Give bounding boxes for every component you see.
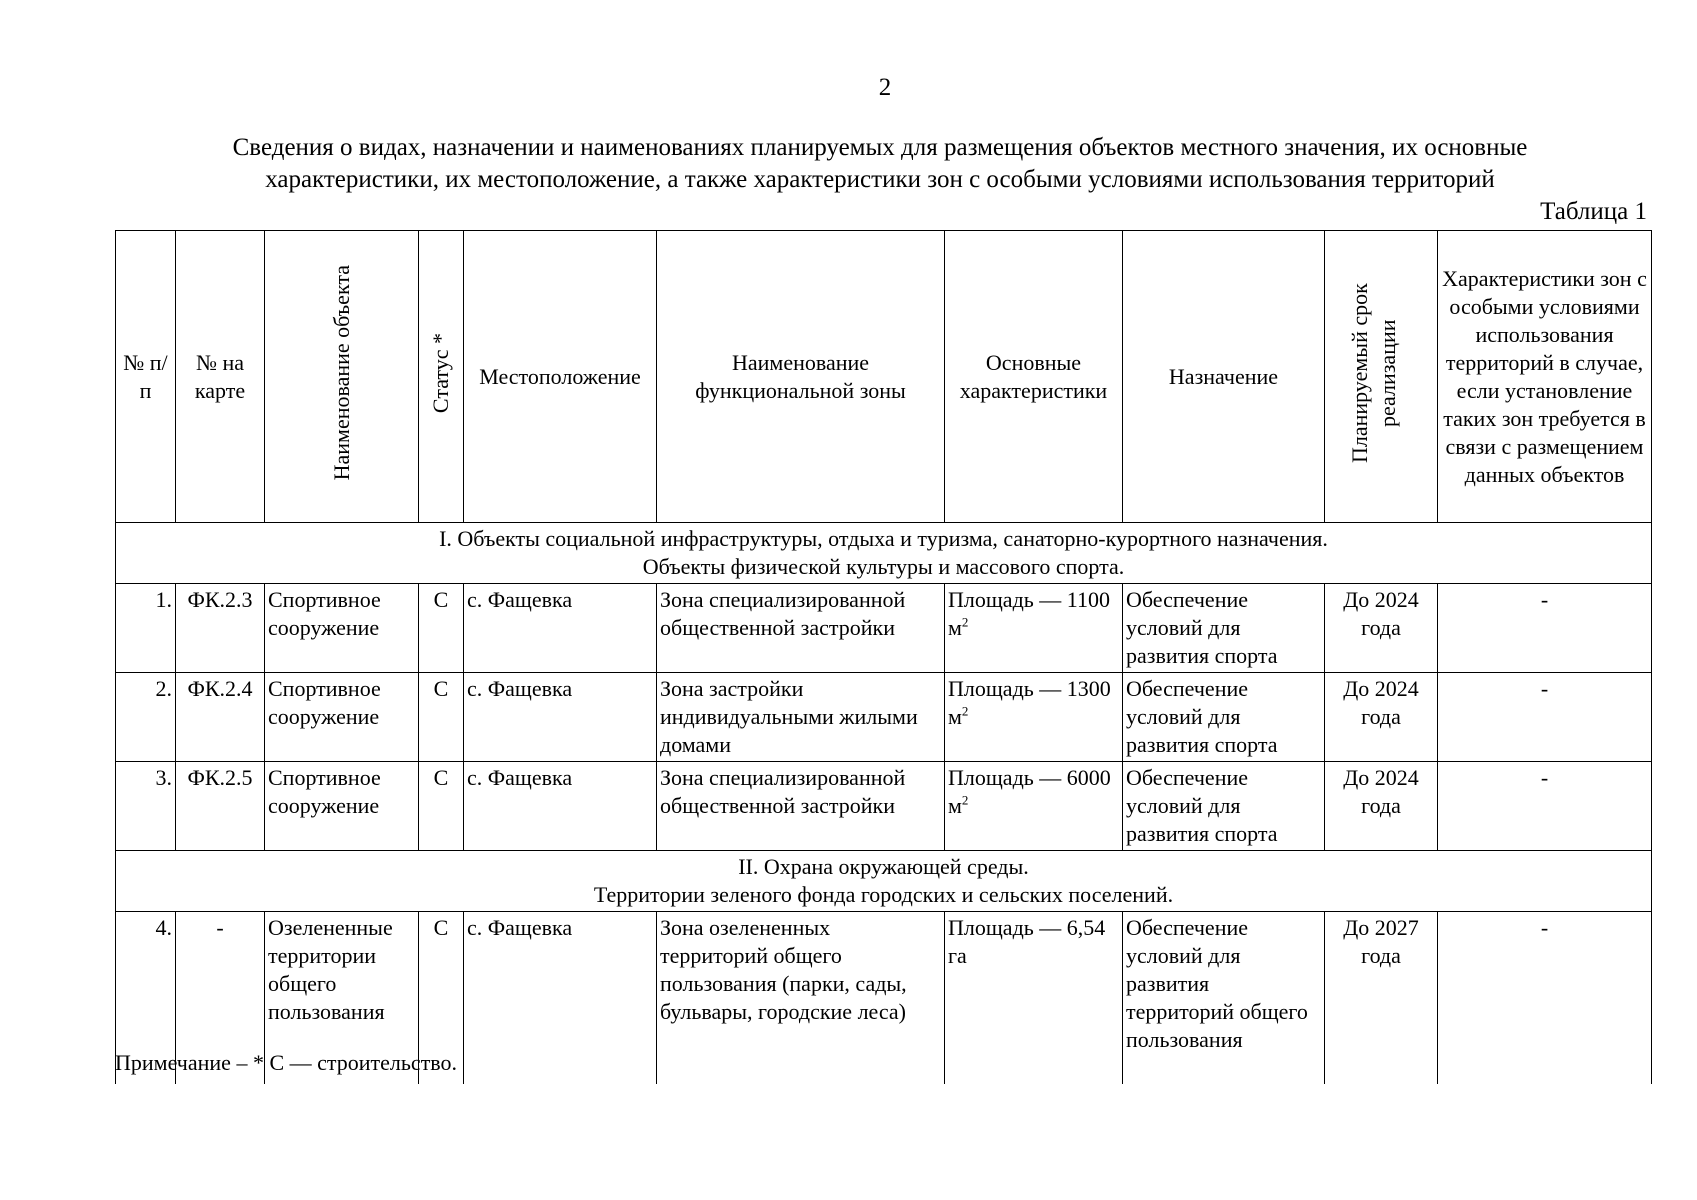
- cell-term: До 2024 года: [1325, 762, 1438, 851]
- cell-num: 1.: [116, 584, 176, 673]
- cell-zones: -: [1438, 673, 1652, 762]
- cell-map: ФК.2.4: [176, 673, 265, 762]
- cell-name: Спортивное сооружение: [265, 762, 419, 851]
- header-location: Местоположение: [464, 231, 657, 523]
- cell-name: Спортивное сооружение: [265, 584, 419, 673]
- cell-characteristics: Площадь — 1100 $м^2$: [945, 584, 1123, 673]
- objects-table: [115, 230, 1652, 1084]
- cell-zone: Зона застройки индивидуальными жилыми домами: [657, 673, 945, 762]
- cell-status: С: [419, 584, 464, 673]
- title-line-1: Сведения о видах, назначении и наименованиях планируемых для размещения объектов местного значения, их основные: [232, 134, 1528, 161]
- cell-purpose: Обеспечение условий для развития спорта: [1123, 673, 1325, 762]
- cell-status: С: [419, 762, 464, 851]
- cell-map: ФК.2.3: [176, 584, 265, 673]
- footnote: Примечание – * С — строительство.: [115, 1050, 458, 1075]
- header-zone-name: Наименование функциональной зоны: [657, 231, 945, 523]
- cell-status: С: [419, 912, 464, 1085]
- cell-map: -: [176, 912, 265, 1085]
- cell-location: с. Фащевка: [464, 584, 657, 673]
- cell-characteristics: Площадь — 6,54 га: [945, 912, 1123, 1085]
- header-purpose: Назначение: [1123, 231, 1325, 523]
- header-row: [116, 231, 1652, 523]
- cell-purpose: Обеспечение условий для развития спорта: [1123, 762, 1325, 851]
- header-term: Планируемый срок реализации: [1325, 231, 1438, 523]
- header-zones: Характеристики зон с особыми условиями использования территорий в случае, если установление таких зон требуется в связи с размещением данных объектов: [1438, 231, 1652, 523]
- section-title-line-2: Объекты физической культуры и массового спорта.: [642, 554, 1125, 579]
- cell-num: 2.: [116, 673, 176, 762]
- cell-term: До 2024 года: [1325, 673, 1438, 762]
- section-title-line-1: I. Объекты социальной инфраструктуры, отдыха и туризма, санаторно-курортного назначения.: [439, 526, 1328, 551]
- section-row: [116, 523, 1652, 584]
- cell-name: Озелененные территории общего пользования: [265, 912, 419, 1085]
- header-name: Наименование объекта: [265, 231, 419, 523]
- cell-status: С: [419, 673, 464, 762]
- cell-zones: -: [1438, 912, 1652, 1085]
- cell-location: с. Фащевка: [464, 762, 657, 851]
- header-map-num: № на карте: [176, 231, 265, 523]
- table-row: [116, 762, 1652, 851]
- cell-location: с. Фащевка: [464, 912, 657, 1085]
- cell-num: 4.: [116, 912, 176, 1085]
- cell-map: ФК.2.5: [176, 762, 265, 851]
- cell-zones: -: [1438, 762, 1652, 851]
- page-number: 2: [878, 74, 892, 101]
- cell-purpose: Обеспечение условий для развития спорта: [1123, 584, 1325, 673]
- cell-term: До 2027 года: [1325, 912, 1438, 1085]
- cell-purpose: Обеспечение условий для развития территорий общего пользования: [1123, 912, 1325, 1085]
- section-title-line-2: Территории зеленого фонда городских и сельских поселений.: [593, 882, 1174, 907]
- cell-characteristics: Площадь — 6000 $м^2$: [945, 762, 1123, 851]
- section-title-line-1: II. Охрана окружающей среды.: [738, 854, 1029, 879]
- cell-zone: Зона специализированной общественной застройки: [657, 762, 945, 851]
- header-status: Статус *: [419, 231, 464, 523]
- cell-zones: -: [1438, 584, 1652, 673]
- cell-term: До 2024 года: [1325, 584, 1438, 673]
- cell-location: с. Фащевка: [464, 673, 657, 762]
- header-num: № п/п: [116, 231, 176, 523]
- section-row: [116, 851, 1652, 912]
- cell-characteristics: Площадь — 1300 $м^2$: [945, 673, 1123, 762]
- table-row: [116, 673, 1652, 762]
- cell-zone: Зона специализированной общественной застройки: [657, 584, 945, 673]
- table-label: Таблица 1: [1540, 198, 1647, 225]
- document-title: [130, 132, 1630, 196]
- header-characteristics: Основные характеристики: [945, 231, 1123, 523]
- title-line-2: характеристики, их местоположение, а также характеристики зон с особыми условиями использования территорий: [265, 166, 1495, 193]
- table-row: [116, 584, 1652, 673]
- cell-num: 3.: [116, 762, 176, 851]
- cell-name: Спортивное сооружение: [265, 673, 419, 762]
- cell-zone: Зона озелененных территорий общего пользования (парки, сады, бульвары, городские леса): [657, 912, 945, 1085]
